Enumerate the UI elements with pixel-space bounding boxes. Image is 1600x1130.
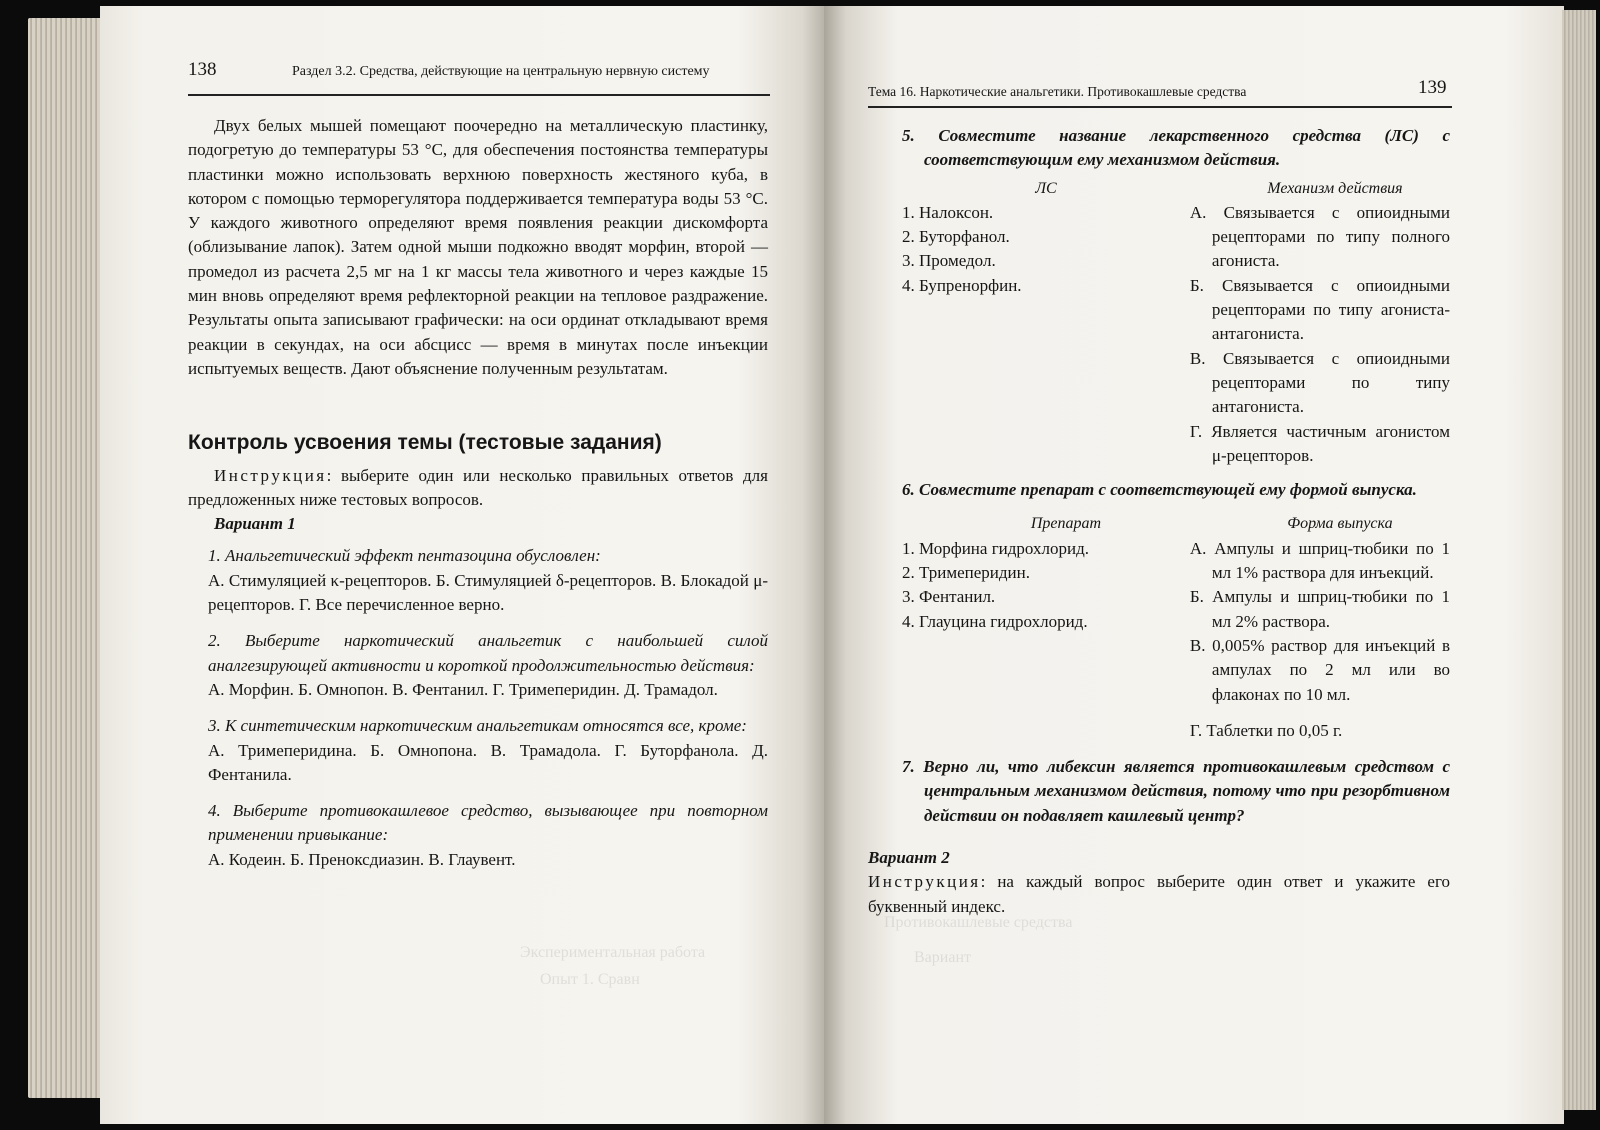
- question-5: [868, 124, 1450, 173]
- answer-options: А. Кодеин. Б. Преноксдиазин. В. Глаувент.: [208, 849, 516, 869]
- page-edges-right: [1562, 10, 1596, 1110]
- mechanism-item: А. Связывается с опиоидными рецепторами по типу полного агониста.: [1189, 202, 1450, 271]
- right-content: [868, 124, 1450, 919]
- bleed-through-text: Вариант: [914, 949, 971, 966]
- drug-item: 1. Морфина гидрохлорид.: [902, 538, 1089, 558]
- bleed-through-text: Опыт 1. Сравн: [540, 971, 640, 988]
- mechanism-item: Б. Связывается с опиоидными рецепторами по типу агониста-антагониста.: [1189, 275, 1450, 344]
- running-head: Раздел 3.2. Средства, действующие на центральную нервную систему: [292, 64, 710, 79]
- drug-item: 4. Глауцина гидрохлорид.: [902, 611, 1088, 631]
- header-rule: [868, 106, 1452, 108]
- mechanism-item: В. Связывается с опиоидными рецепторами по типу антагониста.: [1189, 348, 1450, 417]
- header-rule: [188, 94, 770, 96]
- mechanism-column: [1190, 177, 1450, 469]
- answer-options: А. Тримеперидина. Б. Омнопона. В. Трамадола. Г. Буторфанола. Д. Фентанила.: [208, 740, 768, 784]
- question-text: 1. Анальгетический эффект пентазоцина обусловлен:: [208, 546, 601, 566]
- matching-q6: [868, 512, 1450, 743]
- drug-item: 4. Бупренорфин.: [902, 275, 1022, 295]
- column-header: Форма выпуска: [1287, 515, 1393, 533]
- answer-options: А. Стимуляцией κ-рецепторов. Б. Стимуляцией δ-рецепторов. В. Блокадой μ-рецепторов. Г. Все перечисленное верно.: [208, 570, 768, 615]
- bleed-through-heading: Экспериментальная работа: [520, 944, 706, 961]
- form-item: А. Ампулы и шприц-тюбики по 1 мл 1% раствора для инъекций.: [1189, 538, 1450, 583]
- question-text: 5. Совместите название лекарственного средства (ЛС) с соответствующим ему механизмом действия.: [902, 126, 1450, 170]
- instruction-label: Инструкция: [214, 465, 327, 485]
- question-text: 6. Совместите препарат с соответствующей ему формой выпуска.: [902, 480, 1417, 500]
- variant-label: Вариант 2: [868, 848, 950, 868]
- instruction-label: Инструкция: [868, 872, 981, 892]
- drug-column: [902, 177, 1190, 469]
- column-header: Механизм действия: [1267, 179, 1403, 197]
- experiment-paragraph: Двух белых мышей помещают поочередно на металлическую пластинку, подогретую до температуры 53 °С, для обеспечения постоянства температуры пластинки можно использовать верхнюю поверхность жестяного куба, в котором с помощью терморегулятора поддерживается температура воды 53 °С. У каждого животного определяют время появления реакции дискомфорта (облизывание лапок). Затем одной мыши подкожно вводят морфин, второй — промедол из расчета 2,5 мг на 1 кг массы тела животного и через каждые 15 мин вновь определяют время рефлекторной реакции на тепловое раздражение. Результаты опыта записывают графически: на оси ординат откладывают время реакции в секундах, на оси абсцисс — время в минутах после инъекции испытуемых веществ. Дают объяснение полученным результатам.: [188, 116, 768, 378]
- answer-options: А. Морфин. Б. Омнопон. В. Фентанил. Г. Тримеперидин. Д. Трамадол.: [208, 679, 718, 699]
- mechanism-item: Г. Является частичным агонистом μ-рецепторов.: [1189, 421, 1450, 465]
- matching-q5: [868, 177, 1450, 469]
- question-text: 4. Выберите противокашлевое средство, вызывающее при повторном применении привыкание:: [208, 801, 768, 845]
- form-item: Г. Таблетки по 0,05 г.: [1189, 720, 1343, 740]
- question-text: 3. К синтетическим наркотическим анальгетикам относятся все, кроме:: [208, 716, 747, 736]
- variant-label: Вариант 1: [214, 514, 296, 534]
- drug-column: [902, 512, 1190, 743]
- bleed-through-heading: Противокашлевые средства: [884, 914, 1073, 931]
- page-number: 138: [188, 59, 217, 80]
- section-title: Контроль усвоения темы (тестовые задания): [188, 431, 662, 455]
- question-text: 2. Выберите наркотический анальгетик с наибольшей силой аналгезирующей активности и короткой продолжительностью действия:: [208, 631, 768, 675]
- drug-item: 3. Фентанил.: [902, 587, 996, 607]
- left-content: [188, 114, 768, 872]
- page-number: 139: [1418, 77, 1447, 98]
- form-item: Б. Ампулы и шприц-тюбики по 1 мл 2% раствора.: [1189, 587, 1450, 631]
- instruction-text: : выберите один или несколько правильных ответов для предложенных ниже тестовых вопросов.: [188, 465, 768, 509]
- instruction: [188, 464, 768, 513]
- form-column: [1190, 512, 1450, 743]
- question-6: [868, 478, 1450, 502]
- drug-item: 2. Буторфанол.: [902, 227, 1010, 247]
- right-page: [824, 6, 1564, 1124]
- left-page: [100, 6, 824, 1124]
- form-item: В. 0,005% раствор для инъекций в ампулах по 2 мл или во флаконах по 10 мл.: [1189, 635, 1450, 704]
- question-text: 7. Верно ли, что либексин является противокашлевым средством с центральным механизмом действия, потому что при резорбтивном действии он подавляет кашлевый центр?: [902, 757, 1450, 825]
- question-list: [188, 544, 768, 872]
- instruction: [868, 870, 1450, 919]
- page-edges-left: [28, 18, 108, 1098]
- drug-item: 2. Тримеперидин.: [902, 563, 1030, 583]
- column-header: ЛС: [1035, 179, 1057, 197]
- question-7: [868, 755, 1450, 828]
- running-head: Тема 16. Наркотические анальгетики. Противокашлевые средства: [868, 84, 1247, 99]
- column-header: Препарат: [1030, 515, 1102, 533]
- instruction-text: : на каждый вопрос выберите один ответ и укажите его буквенный индекс.: [868, 872, 1450, 916]
- drug-item: 1. Налоксон.: [902, 202, 994, 222]
- drug-item: 3. Промедол.: [902, 251, 996, 271]
